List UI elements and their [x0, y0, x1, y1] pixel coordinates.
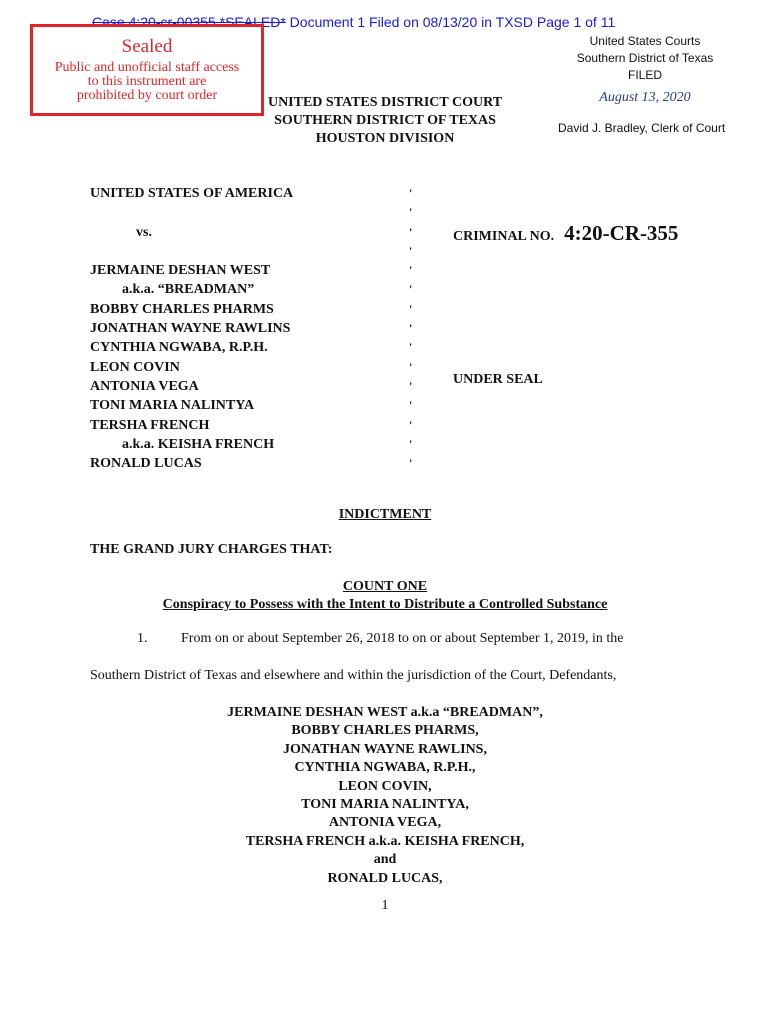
paragraph-first-line: [137, 631, 624, 647]
defendant-name: LEON COVIN: [90, 359, 180, 375]
separator-mark: ': [409, 378, 413, 393]
sealed-stamp-line: Public and unofficial staff access: [54, 60, 240, 75]
caption-separator: [409, 184, 419, 473]
list-item: LEON COVIN,: [338, 778, 432, 794]
list-item: JERMAINE DESHAN WEST a.k.a “BREADMAN”,: [227, 705, 543, 720]
defendant-name: JONATHAN WAYNE RAWLINS: [90, 321, 291, 337]
filed-date: August 13, 2020: [599, 90, 691, 105]
defendant-name: CYNTHIA NGWABA, R.P.H.: [90, 340, 268, 356]
list-item: CYNTHIA NGWABA, R.P.H.,: [294, 760, 476, 776]
list-item: ANTONIA VEGA,: [328, 815, 442, 831]
defendant-alias: a.k.a. KEISHA FRENCH: [122, 436, 275, 452]
list-item: BOBBY CHARLES PHARMS,: [291, 723, 479, 739]
separator-mark: ': [409, 301, 413, 316]
versus-label: vs.: [136, 224, 152, 240]
filed-stamp-line: Southern District of Texas: [576, 51, 714, 65]
defendant-name: BOBBY CHARLES PHARMS: [90, 301, 274, 317]
criminal-no-label: CRIMINAL NO.: [453, 229, 555, 244]
sealed-stamp: [30, 24, 264, 116]
list-item: and: [373, 852, 397, 868]
filed-stamp-line: United States Courts: [589, 34, 701, 48]
defendant-name: ANTONIA VEGA: [90, 378, 199, 394]
court-division: HOUSTON DIVISION: [315, 131, 455, 146]
count-heading: [0, 578, 770, 614]
under-seal-label: UNDER SEAL: [453, 372, 543, 387]
separator-mark: ': [409, 186, 413, 200]
list-item: TONI MARIA NALINTYA,: [301, 797, 469, 813]
defendant-list: [0, 704, 770, 888]
separator-mark: ': [409, 243, 413, 258]
sealed-stamp-title: Sealed: [121, 36, 173, 57]
paragraph-number: 1.: [137, 631, 148, 646]
indictment-title: INDICTMENT: [338, 507, 432, 522]
defendant-name: TONI MARIA NALINTYA: [90, 398, 255, 414]
separator-mark: ': [409, 205, 413, 220]
sealed-stamp-line: prohibited by court order: [76, 88, 218, 103]
separator-mark: ': [409, 282, 413, 297]
plaintiff-name: UNITED STATES OF AMERICA: [90, 186, 294, 201]
list-item: JONATHAN WAYNE RAWLINS,: [283, 741, 487, 757]
separator-mark: ': [409, 359, 413, 374]
court-district: SOUTHERN DISTRICT OF TEXAS: [274, 113, 496, 128]
separator-mark: ': [409, 398, 413, 413]
sealed-stamp-notice: [33, 61, 261, 103]
defendant-name: RONALD LUCAS: [90, 456, 202, 472]
case-number: 4:20-CR-355: [564, 221, 679, 245]
court-heading: [255, 94, 515, 148]
separator-mark: ': [409, 263, 413, 278]
paragraph-continuation: Southern District of Texas and elsewhere and within the jurisdiction of the Court, Defendants,: [90, 668, 617, 683]
filed-stamp: [560, 33, 730, 84]
count-title: COUNT ONE: [342, 579, 428, 594]
case-caption-parties: [90, 184, 410, 473]
court-name: UNITED STATES DISTRICT COURT: [267, 95, 503, 110]
defendant-name: TERSHA FRENCH: [90, 417, 210, 433]
defendant-alias: a.k.a. “BREADMAN”: [122, 282, 255, 298]
paragraph-text: From on or about September 26, 2018 to on or about September 1, 2019, in the: [181, 631, 624, 646]
page-number: 1: [381, 898, 389, 913]
count-subtitle: Conspiracy to Possess with the Intent to Distribute a Controlled Substance: [162, 597, 608, 612]
list-item: RONALD LUCAS,: [327, 870, 443, 886]
ecf-case-struck: Case 4:20-cr-00355 *SEALED*: [92, 14, 286, 30]
separator-mark: ': [409, 340, 413, 355]
list-item: TERSHA FRENCH a.k.a. KEISHA FRENCH,: [245, 833, 525, 849]
filed-stamp-line: FILED: [627, 68, 662, 82]
clerk-of-court: David J. Bradley, Clerk of Court: [558, 121, 726, 135]
ecf-filing-info: Document 1 Filed on 08/13/20 in TXSD Page 1 of 11: [285, 14, 616, 30]
sealed-stamp-line: to this instrument are: [87, 74, 207, 89]
grand-jury-charges: THE GRAND JURY CHARGES THAT:: [90, 542, 333, 557]
separator-mark: ': [409, 224, 413, 239]
criminal-number: [453, 221, 678, 246]
separator-mark: ': [409, 417, 413, 432]
separator-mark: ': [409, 456, 413, 471]
separator-mark: ': [409, 436, 413, 451]
separator-mark: ': [409, 321, 413, 336]
defendant-name: JERMAINE DESHAN WEST: [90, 263, 271, 279]
